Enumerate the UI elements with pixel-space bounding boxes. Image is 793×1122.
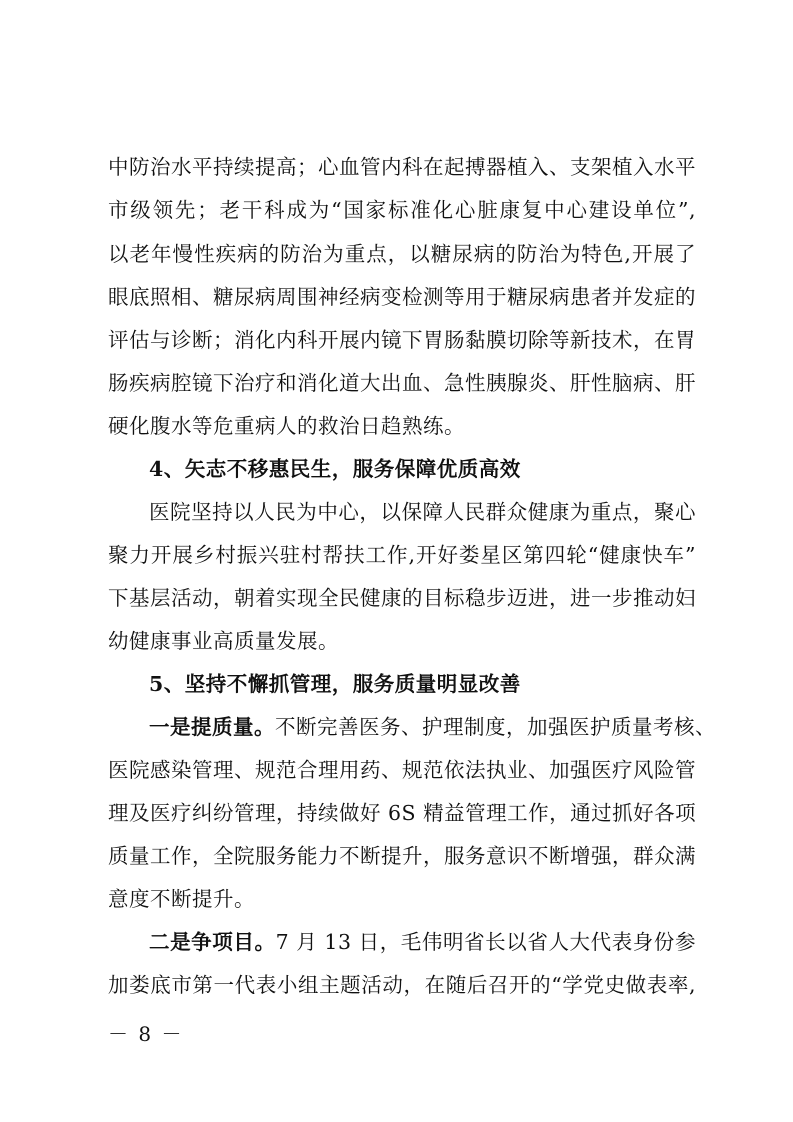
body-line: 市级领先；老干科成为“国家标准化心脏康复中心建设单位”, (108, 198, 696, 222)
body-text: 不断完善医务、护理制度，加强医护质量考核、 (275, 715, 716, 739)
body-line: 评估与诊断；消化内科开展内镜下胃肠黏膜切除等新技术，在胃 (108, 328, 696, 352)
body-line: 理及医疗纠纷管理，持续做好 6S 精益管理工作，通过抓好各项 (108, 801, 697, 825)
body-line: 医院感染管理、规范合理用药、规范依法执业、加强医疗风险管 (108, 758, 696, 782)
body-line: 硬化腹水等危重病人的救治日趋熟练。 (108, 414, 465, 438)
body-line: 意度不断提升。 (108, 887, 255, 911)
body-line: 下基层活动，朝着实现全民健康的目标稳步迈进，进一步推动妇 (108, 586, 696, 610)
body-text: 7 月 13 日，毛伟明省长以省人大代表身份参 (275, 930, 696, 954)
body-line: 医院坚持以人民为中心，以保障人民群众健康为重点，聚心 (149, 500, 696, 524)
page-number: － 8 － (108, 1022, 184, 1046)
lead-in-label: 一是提质量。 (149, 715, 275, 739)
body-line (149, 712, 716, 742)
body-line: 眼底照相、糖尿病周围神经病变检测等用于糖尿病患者并发症的 (108, 285, 696, 309)
body-line: 以老年慢性疾病的防治为重点，以糖尿病的防治为特色,开展了 (108, 242, 696, 266)
body-line: 质量工作，全院服务能力不断提升，服务意识不断增强，群众满 (108, 844, 696, 868)
body-line: 聚力开展乡村振兴驻村帮扶工作,开好娄星区第四轮“健康快车” (108, 543, 696, 567)
section-heading: 4、矢志不移惠民生，服务保障优质高效 (149, 457, 521, 481)
body-line (149, 927, 696, 957)
body-line: 加娄底市第一代表小组主题活动，在随后召开的“学党史做表率, (108, 973, 696, 997)
body-line: 中防治水平持续提高；心血管内科在起搏器植入、支架植入水平 (108, 155, 696, 179)
lead-in-label: 二是争项目。 (149, 930, 276, 954)
body-line: 肠疾病腔镜下治疗和消化道大出血、急性胰腺炎、肝性脑病、肝 (108, 371, 696, 395)
body-line: 幼健康事业高质量发展。 (108, 629, 339, 653)
section-heading: 5、坚持不懈抓管理，服务质量明显改善 (149, 672, 521, 696)
